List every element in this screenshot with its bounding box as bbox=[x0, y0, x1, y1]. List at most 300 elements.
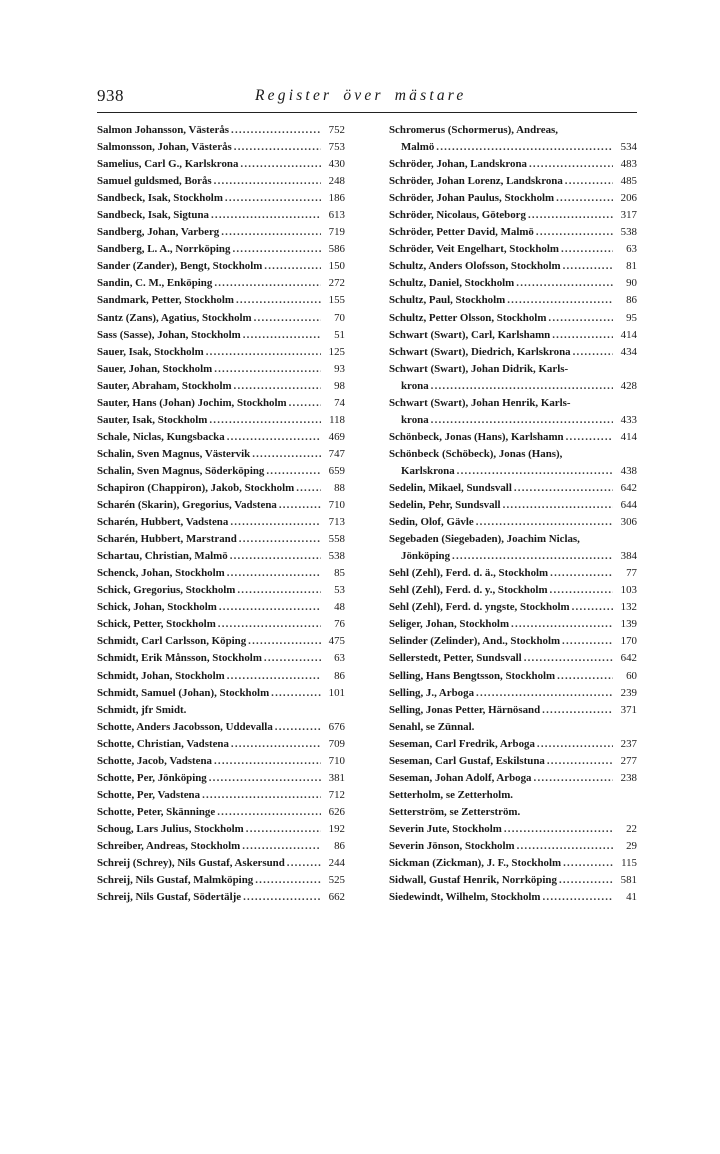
index-entry bbox=[97, 770, 345, 787]
index-entry bbox=[97, 668, 345, 685]
entry-name: Scharén, Hubbert, Marstrand bbox=[97, 533, 237, 546]
dot-leader bbox=[214, 361, 321, 378]
index-entry bbox=[389, 599, 637, 616]
dot-leader bbox=[202, 787, 321, 804]
entry-page-number: 132 bbox=[620, 601, 637, 614]
dot-leader bbox=[573, 344, 613, 361]
index-entry bbox=[389, 344, 637, 361]
dot-leader bbox=[563, 258, 613, 275]
entry-name: krona bbox=[401, 413, 429, 426]
index-entry bbox=[97, 702, 345, 719]
index-entry bbox=[97, 719, 345, 736]
dot-leader bbox=[232, 241, 321, 258]
entry-name: Jönköping bbox=[401, 550, 451, 563]
entry-name: Schultz, Daniel, Stockholm bbox=[389, 277, 515, 290]
entry-page-number: 98 bbox=[334, 379, 345, 392]
index-entry bbox=[389, 292, 637, 309]
index-entry bbox=[97, 139, 345, 156]
entry-name: Setterholm, se Zetterholm. bbox=[389, 788, 513, 801]
entry-name: Schröder, Johan, Landskrona bbox=[389, 158, 527, 171]
index-entry bbox=[97, 310, 345, 327]
entry-name: Schotte, Christian, Vadstena bbox=[97, 737, 229, 750]
dot-leader bbox=[431, 378, 613, 395]
entry-name: Schick, Johan, Stockholm bbox=[97, 601, 217, 614]
entry-name: Schick, Gregorius, Stockholm bbox=[97, 584, 236, 597]
entry-name: Sauter, Isak, Stockholm bbox=[97, 413, 208, 426]
entry-name: Sass (Sasse), Johan, Stockholm bbox=[97, 328, 241, 341]
index-entry bbox=[389, 855, 637, 872]
index-entry bbox=[389, 736, 637, 753]
dot-leader bbox=[547, 753, 613, 770]
entry-page-number: 709 bbox=[328, 737, 345, 750]
entry-name: Schönbeck, Jonas (Hans), Karlshamn bbox=[389, 430, 564, 443]
dot-leader bbox=[221, 224, 321, 241]
entry-name: Senahl, se Zünnal. bbox=[389, 720, 475, 733]
entry-name: Schröder, Johan Lorenz, Landskrona bbox=[389, 175, 563, 188]
entry-page-number: 642 bbox=[620, 652, 637, 665]
index-entry bbox=[389, 412, 637, 429]
dot-leader bbox=[206, 344, 321, 361]
index-entry bbox=[389, 531, 637, 548]
dot-leader bbox=[557, 668, 613, 685]
entry-page-number: 538 bbox=[620, 226, 637, 239]
entry-name: Sandbeck, Isak, Sigtuna bbox=[97, 209, 209, 222]
entry-name: Seliger, Johan, Stockholm bbox=[389, 618, 510, 631]
entry-page-number: 644 bbox=[620, 499, 637, 512]
dot-leader bbox=[476, 514, 613, 531]
entry-name: Schwart (Swart), Johan Didrik, Karls- bbox=[389, 362, 569, 375]
dot-leader bbox=[227, 429, 321, 446]
entry-page-number: 48 bbox=[334, 601, 345, 614]
entry-page-number: 74 bbox=[334, 396, 345, 409]
entry-page-number: 534 bbox=[620, 141, 637, 154]
dot-leader bbox=[279, 497, 321, 514]
entry-page-number: 93 bbox=[334, 362, 345, 375]
entry-name: Sellerstedt, Petter, Sundsvall bbox=[389, 652, 522, 665]
index-entry bbox=[389, 548, 637, 565]
dot-leader bbox=[563, 855, 613, 872]
dot-leader bbox=[552, 327, 613, 344]
index-entry bbox=[97, 565, 345, 582]
entry-name: Schotte, Per, Vadstena bbox=[97, 788, 201, 801]
entry-page-number: 192 bbox=[328, 822, 345, 835]
entry-page-number: 525 bbox=[328, 874, 345, 887]
dot-leader bbox=[243, 889, 321, 906]
dot-leader bbox=[556, 190, 613, 207]
dot-leader bbox=[542, 702, 613, 719]
index-entry bbox=[97, 207, 345, 224]
dot-leader bbox=[231, 122, 321, 139]
entry-page-number: 88 bbox=[334, 481, 345, 494]
dot-leader bbox=[264, 650, 321, 667]
entry-page-number: 77 bbox=[626, 567, 637, 580]
entry-page-number: 101 bbox=[328, 686, 345, 699]
entry-name: Schotte, Anders Jacobsson, Uddevalla bbox=[97, 720, 273, 733]
index-entry bbox=[389, 719, 637, 736]
index-entry bbox=[389, 361, 637, 378]
entry-page-number: 384 bbox=[620, 550, 637, 563]
dot-leader bbox=[246, 821, 321, 838]
entry-name: Sandberg, L. A., Norrköping bbox=[97, 243, 231, 256]
dot-leader bbox=[562, 633, 613, 650]
index-entry bbox=[97, 275, 345, 292]
index-entry bbox=[97, 429, 345, 446]
entry-page-number: 613 bbox=[328, 209, 345, 222]
index-entry bbox=[389, 685, 637, 702]
entry-page-number: 713 bbox=[328, 516, 345, 529]
entry-name: Schröder, Petter David, Malmö bbox=[389, 226, 534, 239]
entry-name: Sandbeck, Isak, Stockholm bbox=[97, 192, 223, 205]
entry-name: Schmidt, Erik Månsson, Stockholm bbox=[97, 652, 262, 665]
entry-page-number: 558 bbox=[328, 533, 345, 546]
index-entry bbox=[97, 327, 345, 344]
index-entry bbox=[97, 736, 345, 753]
entry-name: Sidwall, Gustaf Henrik, Norrköping bbox=[389, 874, 557, 887]
page-number: 938 bbox=[97, 86, 124, 105]
entry-page-number: 244 bbox=[328, 857, 345, 870]
index-entry bbox=[389, 378, 637, 395]
dot-leader bbox=[243, 327, 321, 344]
entry-name: Sehl (Zehl), Ferd. d. y., Stockholm bbox=[389, 584, 548, 597]
index-entry bbox=[97, 463, 345, 480]
index-entry bbox=[389, 190, 637, 207]
entry-name: Setterström, se Zetterström. bbox=[389, 805, 521, 818]
entry-name: Karlskrona bbox=[401, 464, 455, 477]
entry-name: Sauer, Johan, Stockholm bbox=[97, 362, 213, 375]
entry-page-number: 469 bbox=[328, 430, 345, 443]
entry-name: Santz (Zans), Agatius, Stockholm bbox=[97, 311, 252, 324]
dot-leader bbox=[287, 855, 321, 872]
entry-page-number: 306 bbox=[620, 516, 637, 529]
dot-leader bbox=[504, 821, 613, 838]
index-entry bbox=[97, 378, 345, 395]
entry-name: Sedelin, Mikael, Sundsvall bbox=[389, 481, 512, 494]
entry-name: Scharén (Skarin), Gregorius, Vadstena bbox=[97, 499, 277, 512]
index-entry bbox=[97, 361, 345, 378]
index-entry bbox=[389, 804, 637, 821]
entry-page-number: 753 bbox=[328, 141, 345, 154]
dot-leader bbox=[476, 685, 613, 702]
entry-page-number: 115 bbox=[621, 857, 637, 870]
dot-leader bbox=[517, 838, 613, 855]
dot-leader bbox=[543, 889, 614, 906]
index-entry bbox=[389, 122, 637, 139]
dot-leader bbox=[559, 872, 613, 889]
dot-leader bbox=[537, 736, 613, 753]
index-entry bbox=[97, 412, 345, 429]
index-entry bbox=[97, 650, 345, 667]
index-entry bbox=[389, 207, 637, 224]
entry-page-number: 430 bbox=[328, 158, 345, 171]
entry-page-number: 125 bbox=[328, 345, 345, 358]
entry-page-number: 371 bbox=[620, 703, 637, 716]
entry-page-number: 95 bbox=[626, 311, 637, 324]
index-entry bbox=[389, 395, 637, 412]
dot-leader bbox=[227, 668, 321, 685]
dot-leader bbox=[231, 736, 321, 753]
index-entry bbox=[389, 650, 637, 667]
entry-page-number: 63 bbox=[334, 652, 345, 665]
dot-leader bbox=[255, 872, 321, 889]
entry-name: Schultz, Petter Olsson, Stockholm bbox=[389, 311, 547, 324]
entry-name: Selling, J., Arboga bbox=[389, 686, 475, 699]
entry-page-number: 248 bbox=[328, 175, 345, 188]
entry-page-number: 22 bbox=[626, 822, 637, 835]
entry-name: Schreij, Nils Gustaf, Södertälje bbox=[97, 891, 242, 904]
index-entry bbox=[389, 173, 637, 190]
dot-leader bbox=[254, 310, 321, 327]
dot-leader bbox=[242, 838, 321, 855]
index-entry bbox=[97, 173, 345, 190]
dot-leader bbox=[296, 480, 321, 497]
entry-name: Schultz, Paul, Stockholm bbox=[389, 294, 506, 307]
dot-leader bbox=[516, 275, 613, 292]
index-entry bbox=[389, 668, 637, 685]
index-entry bbox=[389, 446, 637, 463]
entry-page-number: 485 bbox=[620, 175, 637, 188]
entry-page-number: 272 bbox=[328, 277, 345, 290]
entry-name: Selinder (Zelinder), And., Stockholm bbox=[389, 635, 561, 648]
entry-name: Schwart (Swart), Carl, Karlshamn bbox=[389, 328, 551, 341]
left-column bbox=[97, 122, 345, 906]
entry-name: Segebaden (Siegebaden), Joachim Niclas, bbox=[389, 533, 580, 546]
entry-name: Sickman (Zickman), J. F., Stockholm bbox=[389, 857, 562, 870]
dot-leader bbox=[457, 463, 613, 480]
entry-name: Sehl (Zehl), Ferd. d. ä., Stockholm bbox=[389, 567, 549, 580]
dot-leader bbox=[214, 275, 321, 292]
entry-page-number: 662 bbox=[328, 891, 345, 904]
entry-name: Schotte, Jacob, Vadstena bbox=[97, 754, 212, 767]
index-entry bbox=[97, 224, 345, 241]
index-entry bbox=[97, 344, 345, 361]
index-entry bbox=[389, 463, 637, 480]
index-entry bbox=[97, 685, 345, 702]
index-entry bbox=[97, 838, 345, 855]
entry-page-number: 719 bbox=[328, 226, 345, 239]
entry-name: Schreij, Nils Gustaf, Malmköping bbox=[97, 874, 254, 887]
entry-name: Schreiber, Andreas, Stockholm bbox=[97, 839, 241, 852]
dot-leader bbox=[436, 139, 613, 156]
dot-leader bbox=[234, 378, 321, 395]
entry-name: krona bbox=[401, 379, 429, 392]
dot-leader bbox=[524, 650, 613, 667]
entry-name: Schönbeck (Schöbeck), Jonas (Hans), bbox=[389, 447, 563, 460]
entry-page-number: 239 bbox=[620, 686, 637, 699]
index-entry bbox=[389, 616, 637, 633]
dot-leader bbox=[548, 310, 613, 327]
dot-leader bbox=[209, 412, 321, 429]
dot-leader bbox=[218, 616, 321, 633]
entry-page-number: 186 bbox=[328, 192, 345, 205]
entry-page-number: 581 bbox=[620, 874, 637, 887]
entry-name: Sedin, Olof, Gävle bbox=[389, 516, 474, 529]
index-entry bbox=[97, 480, 345, 497]
index-entry bbox=[389, 702, 637, 719]
index-entry bbox=[97, 241, 345, 258]
entry-name: Sandin, C. M., Enköping bbox=[97, 277, 213, 290]
entry-page-number: 277 bbox=[620, 754, 637, 767]
entry-name: Schmidt, Samuel (Johan), Stockholm bbox=[97, 686, 270, 699]
entry-page-number: 139 bbox=[620, 618, 637, 631]
entry-name: Seseman, Carl Fredrik, Arboga bbox=[389, 737, 535, 750]
index-entry bbox=[97, 804, 345, 821]
dot-leader bbox=[211, 207, 321, 224]
dot-leader bbox=[225, 190, 321, 207]
entry-name: Seseman, Johan Adolf, Arboga bbox=[389, 771, 532, 784]
entry-name: Schick, Petter, Stockholm bbox=[97, 618, 216, 631]
entry-page-number: 85 bbox=[334, 567, 345, 580]
entry-page-number: 483 bbox=[620, 158, 637, 171]
entry-name: Schröder, Johan Paulus, Stockholm bbox=[389, 192, 555, 205]
entry-name: Schromerus (Schormerus), Andreas, bbox=[389, 124, 559, 136]
index-entry bbox=[97, 292, 345, 309]
index-entry bbox=[97, 753, 345, 770]
entry-page-number: 747 bbox=[328, 447, 345, 460]
entry-page-number: 538 bbox=[328, 550, 345, 563]
dot-leader bbox=[214, 173, 321, 190]
entry-name: Schultz, Anders Olofsson, Stockholm bbox=[389, 260, 561, 273]
entry-page-number: 70 bbox=[334, 311, 345, 324]
running-title: Register över mästare bbox=[255, 87, 467, 104]
index-entry bbox=[97, 599, 345, 616]
entry-page-number: 86 bbox=[626, 294, 637, 307]
entry-name: Samelius, Carl G., Karlskrona bbox=[97, 158, 239, 171]
entry-name: Sedelin, Pehr, Sundsvall bbox=[389, 499, 501, 512]
dot-leader bbox=[217, 804, 321, 821]
dot-leader bbox=[565, 173, 613, 190]
index-entry bbox=[97, 190, 345, 207]
entry-page-number: 433 bbox=[620, 413, 637, 426]
entry-name: Severin Jönson, Stockholm bbox=[389, 839, 515, 852]
entry-page-number: 710 bbox=[328, 754, 345, 767]
entry-name: Schröder, Nicolaus, Göteborg bbox=[389, 209, 526, 222]
entry-name: Schmidt, jfr Smidt. bbox=[97, 703, 187, 716]
index-entry bbox=[97, 889, 345, 906]
dot-leader bbox=[264, 258, 321, 275]
dot-leader bbox=[431, 412, 613, 429]
dot-leader bbox=[236, 292, 321, 309]
dot-leader bbox=[529, 156, 613, 173]
entry-name: Sandmark, Petter, Stockholm bbox=[97, 294, 234, 307]
index-entry bbox=[389, 139, 637, 156]
entry-name: Schoug, Lars Julius, Stockholm bbox=[97, 822, 244, 835]
index-entry bbox=[389, 821, 637, 838]
index-entry bbox=[97, 395, 345, 412]
entry-name: Schartau, Christian, Malmö bbox=[97, 550, 228, 563]
dot-leader bbox=[275, 719, 321, 736]
entry-page-number: 81 bbox=[626, 260, 637, 273]
entry-name: Sander (Zander), Bengt, Stockholm bbox=[97, 260, 263, 273]
index-entry bbox=[389, 753, 637, 770]
index-entry bbox=[97, 582, 345, 599]
entry-page-number: 414 bbox=[620, 328, 637, 341]
dot-leader bbox=[234, 139, 321, 156]
entry-name: Schotte, Peter, Skänninge bbox=[97, 805, 216, 818]
entry-page-number: 103 bbox=[620, 584, 637, 597]
index-entry bbox=[389, 565, 637, 582]
entry-page-number: 710 bbox=[328, 499, 345, 512]
dot-leader bbox=[219, 599, 321, 616]
entry-name: Schmidt, Carl Carlsson, Köping bbox=[97, 635, 247, 648]
index-entry bbox=[97, 514, 345, 531]
dot-leader bbox=[239, 531, 321, 548]
index-entry bbox=[389, 838, 637, 855]
dot-leader bbox=[271, 685, 321, 702]
entry-page-number: 475 bbox=[328, 635, 345, 648]
entry-page-number: 428 bbox=[620, 379, 637, 392]
dot-leader bbox=[209, 770, 321, 787]
entry-page-number: 53 bbox=[334, 584, 345, 597]
index-entry bbox=[97, 122, 345, 139]
dot-leader bbox=[227, 565, 321, 582]
entry-name: Sandberg, Johan, Varberg bbox=[97, 226, 220, 239]
entry-page-number: 752 bbox=[328, 124, 345, 136]
entry-page-number: 60 bbox=[626, 669, 637, 682]
index-entry bbox=[389, 429, 637, 446]
entry-page-number: 51 bbox=[334, 328, 345, 341]
dot-leader bbox=[566, 429, 613, 446]
header-rule bbox=[97, 112, 637, 113]
index-entry bbox=[389, 514, 637, 531]
entry-name: Siedewindt, Wilhelm, Stockholm bbox=[389, 891, 541, 904]
index-entry bbox=[97, 616, 345, 633]
right-column bbox=[389, 122, 637, 906]
index-entry bbox=[389, 310, 637, 327]
entry-page-number: 659 bbox=[328, 464, 345, 477]
entry-name: Schenck, Johan, Stockholm bbox=[97, 567, 225, 580]
index-entry bbox=[389, 258, 637, 275]
entry-name: Salmonsson, Johan, Västerås bbox=[97, 141, 232, 154]
index-entry bbox=[97, 548, 345, 565]
index-entry bbox=[389, 770, 637, 787]
dot-leader bbox=[534, 770, 613, 787]
dot-leader bbox=[240, 156, 321, 173]
entry-page-number: 642 bbox=[620, 481, 637, 494]
entry-page-number: 438 bbox=[620, 464, 637, 477]
index-entry bbox=[97, 633, 345, 650]
index-entry bbox=[389, 872, 637, 889]
entry-name: Schreij (Schrey), Nils Gustaf, Askersund bbox=[97, 857, 285, 870]
entry-page-number: 150 bbox=[328, 260, 345, 273]
index-entry bbox=[389, 787, 637, 804]
entry-name: Schwart (Swart), Diedrich, Karlskrona bbox=[389, 345, 571, 358]
index-entry bbox=[97, 531, 345, 548]
entry-name: Sauter, Abraham, Stockholm bbox=[97, 379, 232, 392]
dot-leader bbox=[214, 753, 321, 770]
index-entry bbox=[389, 480, 637, 497]
entry-page-number: 63 bbox=[626, 243, 637, 256]
dot-leader bbox=[248, 633, 321, 650]
entry-page-number: 381 bbox=[328, 771, 345, 784]
entry-name: Schotte, Per, Jönköping bbox=[97, 771, 207, 784]
entry-name: Schapiron (Chappiron), Jakob, Stockholm bbox=[97, 481, 295, 494]
index-entry bbox=[97, 787, 345, 804]
entry-page-number: 676 bbox=[328, 720, 345, 733]
dot-leader bbox=[230, 514, 321, 531]
entry-name: Selling, Jonas Petter, Härnösand bbox=[389, 703, 541, 716]
entry-page-number: 317 bbox=[620, 209, 637, 222]
dot-leader bbox=[514, 480, 613, 497]
entry-name: Scharén, Hubbert, Vadstena bbox=[97, 516, 229, 529]
entry-name: Severin Jute, Stockholm bbox=[389, 822, 502, 835]
entry-name: Salmon Johansson, Västerås bbox=[97, 124, 230, 136]
index-entry bbox=[389, 224, 637, 241]
entry-page-number: 206 bbox=[620, 192, 637, 205]
index-entry bbox=[389, 889, 637, 906]
entry-page-number: 626 bbox=[328, 805, 345, 818]
index-entry bbox=[389, 275, 637, 292]
entry-page-number: 238 bbox=[620, 771, 637, 784]
